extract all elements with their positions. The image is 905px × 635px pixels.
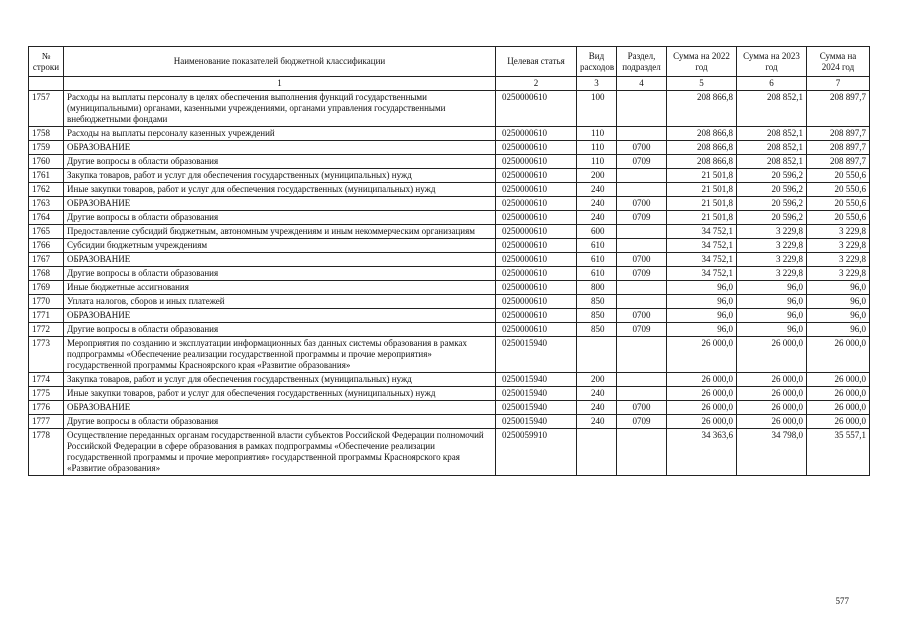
table-row xyxy=(29,127,870,141)
sum-2022-cell: 26 000,0 xyxy=(667,337,737,373)
target-article-cell: 0250000610 xyxy=(496,197,577,211)
expense-type-cell: 200 xyxy=(577,373,617,387)
sum-2024-cell: 208 897,7 xyxy=(807,91,870,127)
column-number: 4 xyxy=(617,77,667,91)
row-number-cell: 1770 xyxy=(29,295,64,309)
sum-2024-cell: 26 000,0 xyxy=(807,387,870,401)
name-cell: Иные закупки товаров, работ и услуг для обеспечения государственных (муниципальных) нужд xyxy=(64,183,496,197)
table-row xyxy=(29,401,870,415)
target-article-cell: 0250000610 xyxy=(496,323,577,337)
expense-type-cell: 610 xyxy=(577,239,617,253)
sum-2024-cell: 26 000,0 xyxy=(807,373,870,387)
target-article-cell: 0250000610 xyxy=(496,211,577,225)
name-cell: ОБРАЗОВАНИЕ xyxy=(64,309,496,323)
table-row xyxy=(29,373,870,387)
name-cell: Уплата налогов, сборов и иных платежей xyxy=(64,295,496,309)
row-number-cell: 1768 xyxy=(29,267,64,281)
sum-2023-cell: 26 000,0 xyxy=(737,415,807,429)
sum-2024-cell: 20 550,6 xyxy=(807,183,870,197)
header-section: Раздел, подраздел xyxy=(617,47,667,77)
sum-2024-cell: 96,0 xyxy=(807,281,870,295)
sum-2022-cell: 26 000,0 xyxy=(667,373,737,387)
row-number-cell: 1760 xyxy=(29,155,64,169)
column-number: 2 xyxy=(496,77,577,91)
sum-2022-cell: 21 501,8 xyxy=(667,211,737,225)
name-cell: ОБРАЗОВАНИЕ xyxy=(64,141,496,155)
target-article-cell: 0250000610 xyxy=(496,155,577,169)
row-number-cell: 1771 xyxy=(29,309,64,323)
header-name: Наименование показателей бюджетной классификации xyxy=(64,47,496,77)
name-cell: Другие вопросы в области образования xyxy=(64,155,496,169)
table-row xyxy=(29,197,870,211)
section-cell xyxy=(617,169,667,183)
expense-type-cell: 240 xyxy=(577,415,617,429)
table-row xyxy=(29,91,870,127)
target-article-cell: 0250000610 xyxy=(496,141,577,155)
sum-2022-cell: 208 866,8 xyxy=(667,91,737,127)
column-number-row xyxy=(29,77,870,91)
row-number-cell: 1765 xyxy=(29,225,64,239)
name-cell: ОБРАЗОВАНИЕ xyxy=(64,197,496,211)
column-number: 7 xyxy=(807,77,870,91)
name-cell: Иные закупки товаров, работ и услуг для обеспечения государственных (муниципальных) нужд xyxy=(64,387,496,401)
section-cell: 0709 xyxy=(617,415,667,429)
row-number-cell: 1762 xyxy=(29,183,64,197)
section-cell xyxy=(617,429,667,476)
sum-2022-cell: 26 000,0 xyxy=(667,401,737,415)
target-article-cell: 0250000610 xyxy=(496,309,577,323)
section-cell: 0700 xyxy=(617,253,667,267)
sum-2022-cell: 26 000,0 xyxy=(667,387,737,401)
expense-type-cell: 800 xyxy=(577,281,617,295)
name-cell: Предоставление субсидий бюджетным, автономным учреждениям и иным некоммерческим организациям xyxy=(64,225,496,239)
sum-2022-cell: 96,0 xyxy=(667,323,737,337)
target-article-cell: 0250000610 xyxy=(496,225,577,239)
section-cell xyxy=(617,91,667,127)
name-cell: Другие вопросы в области образования xyxy=(64,415,496,429)
expense-type-cell: 240 xyxy=(577,211,617,225)
sum-2024-cell: 208 897,7 xyxy=(807,141,870,155)
sum-2023-cell: 26 000,0 xyxy=(737,373,807,387)
row-number-cell: 1758 xyxy=(29,127,64,141)
row-number-cell: 1763 xyxy=(29,197,64,211)
row-number-cell: 1774 xyxy=(29,373,64,387)
sum-2024-cell: 3 229,8 xyxy=(807,239,870,253)
row-number-cell: 1769 xyxy=(29,281,64,295)
section-cell xyxy=(617,337,667,373)
sum-2024-cell: 20 550,6 xyxy=(807,169,870,183)
row-number-cell: 1759 xyxy=(29,141,64,155)
header-sum-2022: Сумма на 2022 год xyxy=(667,47,737,77)
sum-2022-cell: 34 752,1 xyxy=(667,239,737,253)
section-cell xyxy=(617,225,667,239)
column-number: 6 xyxy=(737,77,807,91)
sum-2023-cell: 26 000,0 xyxy=(737,337,807,373)
sum-2024-cell: 3 229,8 xyxy=(807,267,870,281)
sum-2024-cell: 208 897,7 xyxy=(807,127,870,141)
sum-2023-cell: 3 229,8 xyxy=(737,225,807,239)
table-row xyxy=(29,169,870,183)
sum-2023-cell: 208 852,1 xyxy=(737,127,807,141)
row-number-cell: 1766 xyxy=(29,239,64,253)
expense-type-cell: 110 xyxy=(577,141,617,155)
expense-type-cell: 240 xyxy=(577,401,617,415)
expense-type-cell: 610 xyxy=(577,267,617,281)
name-cell: Другие вопросы в области образования xyxy=(64,323,496,337)
row-number-cell: 1777 xyxy=(29,415,64,429)
sum-2023-cell: 208 852,1 xyxy=(737,91,807,127)
name-cell: Расходы на выплаты персоналу в целях обеспечения выполнения функций государственными (муниципальными) органами, казенными учреждениями, органами управления государственными внебюджетными фондами xyxy=(64,91,496,127)
table-row xyxy=(29,267,870,281)
sum-2023-cell: 96,0 xyxy=(737,295,807,309)
expense-type-cell: 850 xyxy=(577,295,617,309)
sum-2023-cell: 96,0 xyxy=(737,309,807,323)
sum-2023-cell: 3 229,8 xyxy=(737,267,807,281)
sum-2022-cell: 208 866,8 xyxy=(667,141,737,155)
target-article-cell: 0250000610 xyxy=(496,267,577,281)
target-article-cell: 0250000610 xyxy=(496,169,577,183)
target-article-cell: 0250000610 xyxy=(496,253,577,267)
target-article-cell: 0250000610 xyxy=(496,239,577,253)
expense-type-cell: 240 xyxy=(577,387,617,401)
name-cell: Расходы на выплаты персоналу казенных учреждений xyxy=(64,127,496,141)
section-cell xyxy=(617,127,667,141)
section-cell xyxy=(617,281,667,295)
column-number: 3 xyxy=(577,77,617,91)
row-number-cell: 1767 xyxy=(29,253,64,267)
sum-2023-cell: 96,0 xyxy=(737,323,807,337)
sum-2024-cell: 208 897,7 xyxy=(807,155,870,169)
target-article-cell: 0250000610 xyxy=(496,91,577,127)
sum-2022-cell: 34 363,6 xyxy=(667,429,737,476)
sum-2024-cell: 20 550,6 xyxy=(807,197,870,211)
section-cell: 0709 xyxy=(617,267,667,281)
target-article-cell: 0250015940 xyxy=(496,415,577,429)
table-row xyxy=(29,429,870,476)
sum-2024-cell: 26 000,0 xyxy=(807,415,870,429)
sum-2022-cell: 96,0 xyxy=(667,295,737,309)
name-cell: Другие вопросы в области образования xyxy=(64,211,496,225)
sum-2022-cell: 21 501,8 xyxy=(667,197,737,211)
section-cell: 0709 xyxy=(617,155,667,169)
section-cell: 0709 xyxy=(617,323,667,337)
section-cell: 0700 xyxy=(617,309,667,323)
header-sum-2024: Сумма на 2024 год xyxy=(807,47,870,77)
table-row xyxy=(29,253,870,267)
section-cell: 0700 xyxy=(617,401,667,415)
header-target-article: Целевая статья xyxy=(496,47,577,77)
sum-2023-cell: 3 229,8 xyxy=(737,239,807,253)
section-cell xyxy=(617,295,667,309)
expense-type-cell: 110 xyxy=(577,127,617,141)
header-sum-2023: Сумма на 2023 год xyxy=(737,47,807,77)
section-cell xyxy=(617,239,667,253)
sum-2023-cell: 3 229,8 xyxy=(737,253,807,267)
expense-type-cell: 600 xyxy=(577,225,617,239)
column-number: 5 xyxy=(667,77,737,91)
target-article-cell: 0250059910 xyxy=(496,429,577,476)
row-number-cell: 1772 xyxy=(29,323,64,337)
target-article-cell: 0250015940 xyxy=(496,373,577,387)
sum-2022-cell: 96,0 xyxy=(667,309,737,323)
sum-2024-cell: 3 229,8 xyxy=(807,253,870,267)
sum-2022-cell: 208 866,8 xyxy=(667,127,737,141)
sum-2024-cell: 26 000,0 xyxy=(807,337,870,373)
table-body xyxy=(29,91,870,476)
sum-2023-cell: 96,0 xyxy=(737,281,807,295)
name-cell: Другие вопросы в области образования xyxy=(64,267,496,281)
budget-table xyxy=(28,46,870,476)
table-row xyxy=(29,183,870,197)
sum-2023-cell: 20 596,2 xyxy=(737,197,807,211)
table-row xyxy=(29,155,870,169)
target-article-cell: 0250015940 xyxy=(496,337,577,373)
sum-2023-cell: 208 852,1 xyxy=(737,141,807,155)
sum-2022-cell: 21 501,8 xyxy=(667,169,737,183)
target-article-cell: 0250000610 xyxy=(496,281,577,295)
sum-2022-cell: 34 752,1 xyxy=(667,225,737,239)
sum-2023-cell: 208 852,1 xyxy=(737,155,807,169)
section-cell: 0700 xyxy=(617,141,667,155)
expense-type-cell: 240 xyxy=(577,183,617,197)
row-number-cell: 1778 xyxy=(29,429,64,476)
name-cell: ОБРАЗОВАНИЕ xyxy=(64,253,496,267)
column-number: 1 xyxy=(64,77,496,91)
name-cell: Осуществление переданных органам государственной власти субъектов Российской Федерации полномочий Российской Федерации в сфере образования в рамках подпрограммы «Обеспечение реализации государственной программы и прочие мероприятия» государственной программы Красноярского края «Развитие образования» xyxy=(64,429,496,476)
row-number-cell: 1757 xyxy=(29,91,64,127)
section-cell: 0709 xyxy=(617,211,667,225)
row-number-cell: 1773 xyxy=(29,337,64,373)
sum-2024-cell: 3 229,8 xyxy=(807,225,870,239)
name-cell: Закупка товаров, работ и услуг для обеспечения государственных (муниципальных) нужд xyxy=(64,373,496,387)
expense-type-cell: 200 xyxy=(577,169,617,183)
section-cell xyxy=(617,373,667,387)
expense-type-cell: 850 xyxy=(577,309,617,323)
section-cell xyxy=(617,387,667,401)
sum-2023-cell: 34 798,0 xyxy=(737,429,807,476)
sum-2023-cell: 20 596,2 xyxy=(737,169,807,183)
sum-2022-cell: 26 000,0 xyxy=(667,415,737,429)
page-number: 577 xyxy=(835,596,849,606)
target-article-cell: 0250000610 xyxy=(496,183,577,197)
expense-type-cell xyxy=(577,337,617,373)
section-cell: 0700 xyxy=(617,197,667,211)
sum-2024-cell: 96,0 xyxy=(807,295,870,309)
row-number-cell: 1775 xyxy=(29,387,64,401)
target-article-cell: 0250015940 xyxy=(496,401,577,415)
header-row xyxy=(29,47,870,77)
expense-type-cell: 100 xyxy=(577,91,617,127)
table-row xyxy=(29,211,870,225)
sum-2022-cell: 34 752,1 xyxy=(667,253,737,267)
name-cell: Субсидии бюджетным учреждениям xyxy=(64,239,496,253)
row-number-cell: 1764 xyxy=(29,211,64,225)
name-cell: Мероприятия по созданию и эксплуатации информационных баз данных системы образования в рамках подпрограммы «Обеспечение реализации государственной программы и прочие мероприятия» государственной программы Красноярского края «Развитие образования» xyxy=(64,337,496,373)
target-article-cell: 0250000610 xyxy=(496,127,577,141)
table-row xyxy=(29,415,870,429)
name-cell: Закупка товаров, работ и услуг для обеспечения государственных (муниципальных) нужд xyxy=(64,169,496,183)
sum-2022-cell: 21 501,8 xyxy=(667,183,737,197)
table-row xyxy=(29,323,870,337)
column-number xyxy=(29,77,64,91)
sum-2023-cell: 20 596,2 xyxy=(737,183,807,197)
sum-2022-cell: 96,0 xyxy=(667,281,737,295)
table-row xyxy=(29,239,870,253)
sum-2024-cell: 26 000,0 xyxy=(807,401,870,415)
section-cell xyxy=(617,183,667,197)
table-row xyxy=(29,337,870,373)
name-cell: ОБРАЗОВАНИЕ xyxy=(64,401,496,415)
table-row xyxy=(29,281,870,295)
sum-2023-cell: 20 596,2 xyxy=(737,211,807,225)
table-row xyxy=(29,387,870,401)
table-row xyxy=(29,309,870,323)
expense-type-cell: 240 xyxy=(577,197,617,211)
table-row xyxy=(29,141,870,155)
sum-2023-cell: 26 000,0 xyxy=(737,401,807,415)
expense-type-cell xyxy=(577,429,617,476)
target-article-cell: 0250000610 xyxy=(496,295,577,309)
table-row xyxy=(29,295,870,309)
expense-type-cell: 850 xyxy=(577,323,617,337)
row-number-cell: 1776 xyxy=(29,401,64,415)
header-expense-type: Вид расходов xyxy=(577,47,617,77)
name-cell: Иные бюджетные ассигнования xyxy=(64,281,496,295)
target-article-cell: 0250015940 xyxy=(496,387,577,401)
sum-2022-cell: 34 752,1 xyxy=(667,267,737,281)
sum-2022-cell: 208 866,8 xyxy=(667,155,737,169)
header-row-number: № строки xyxy=(29,47,64,77)
expense-type-cell: 110 xyxy=(577,155,617,169)
sum-2024-cell: 96,0 xyxy=(807,309,870,323)
sum-2024-cell: 96,0 xyxy=(807,323,870,337)
row-number-cell: 1761 xyxy=(29,169,64,183)
sum-2024-cell: 35 557,1 xyxy=(807,429,870,476)
expense-type-cell: 610 xyxy=(577,253,617,267)
sum-2023-cell: 26 000,0 xyxy=(737,387,807,401)
sum-2024-cell: 20 550,6 xyxy=(807,211,870,225)
table-row xyxy=(29,225,870,239)
